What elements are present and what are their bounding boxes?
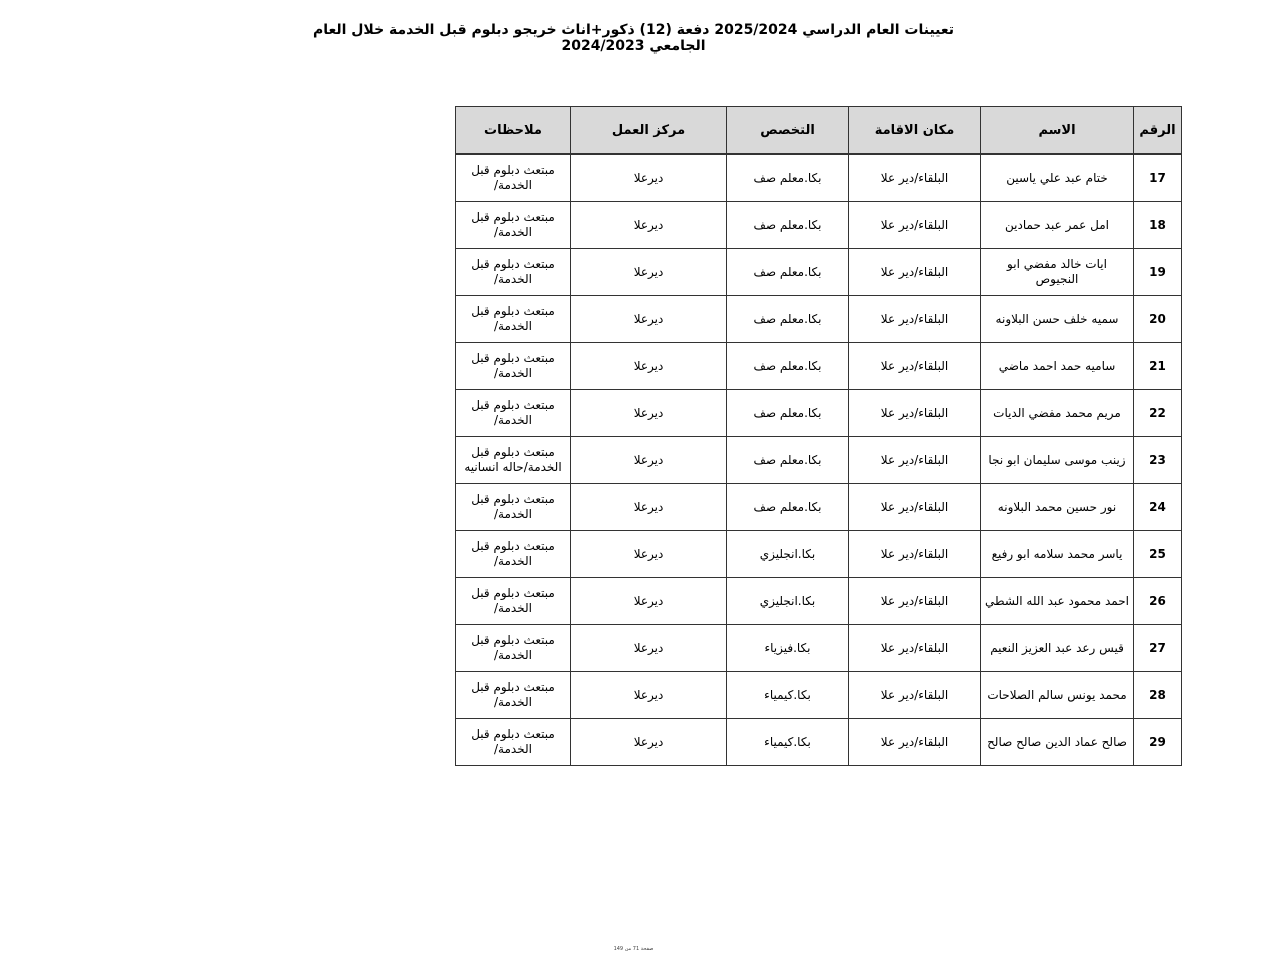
cell-residence: البلقاء/دير علا [849, 578, 981, 625]
table-row [456, 437, 1182, 484]
cell-work-center: ديرعلا [571, 672, 727, 719]
cell-specialty: بكا.معلم صف [727, 343, 849, 390]
cell-residence: البلقاء/دير علا [849, 484, 981, 531]
table-row [456, 578, 1182, 625]
cell-notes: مبتعث دبلوم قبل الخدمة/ [456, 719, 571, 766]
cell-number: 17 [1134, 154, 1182, 202]
cell-residence: البلقاء/دير علا [849, 296, 981, 343]
cell-residence: البلقاء/دير علا [849, 249, 981, 296]
cell-residence: البلقاء/دير علا [849, 202, 981, 249]
table-row [456, 531, 1182, 578]
header-row [456, 107, 1182, 155]
page-number: صفحة 71 من 149 [613, 946, 654, 952]
cell-specialty: بكا.معلم صف [727, 390, 849, 437]
cell-name: سميه خلف حسن البلاونه [981, 296, 1134, 343]
cell-name: نور حسين محمد البلاونه [981, 484, 1134, 531]
cell-notes: مبتعث دبلوم قبل الخدمة/ [456, 249, 571, 296]
cell-specialty: بكا.معلم صف [727, 484, 849, 531]
cell-name: ساميه حمد احمد ماضي [981, 343, 1134, 390]
cell-specialty: بكا.معلم صف [727, 154, 849, 202]
cell-residence: البلقاء/دير علا [849, 672, 981, 719]
cell-number: 21 [1134, 343, 1182, 390]
cell-specialty: بكا.معلم صف [727, 202, 849, 249]
cell-work-center: ديرعلا [571, 531, 727, 578]
cell-specialty: بكا.انجليزي [727, 578, 849, 625]
cell-name: ايات خالد مفضي ابو النجيوص [981, 249, 1134, 296]
cell-name: مريم محمد مفضي الديات [981, 390, 1134, 437]
cell-number: 27 [1134, 625, 1182, 672]
cell-residence: البلقاء/دير علا [849, 154, 981, 202]
cell-number: 23 [1134, 437, 1182, 484]
cell-name: محمد يونس سالم الصلاحات [981, 672, 1134, 719]
cell-number: 26 [1134, 578, 1182, 625]
cell-number: 20 [1134, 296, 1182, 343]
cell-name: ختام عبد علي ياسين [981, 154, 1134, 202]
table-row [456, 154, 1182, 202]
cell-residence: البلقاء/دير علا [849, 625, 981, 672]
appointments-table [455, 106, 1182, 766]
cell-notes: مبتعث دبلوم قبل الخدمة/ [456, 531, 571, 578]
cell-name: ياسر محمد سلامه ابو رفيع [981, 531, 1134, 578]
cell-number: 22 [1134, 390, 1182, 437]
cell-name: امل عمر عبد حمادين [981, 202, 1134, 249]
cell-specialty: بكا.معلم صف [727, 296, 849, 343]
header-residence: مكان الاقامة [849, 107, 981, 155]
cell-name: زينب موسى سليمان ابو نجا [981, 437, 1134, 484]
table-row [456, 625, 1182, 672]
cell-number: 28 [1134, 672, 1182, 719]
cell-number: 19 [1134, 249, 1182, 296]
table-row [456, 202, 1182, 249]
cell-number: 29 [1134, 719, 1182, 766]
page-title: تعيينات العام الدراسي 2025/2024 دفعة (12) ذكور+اناث خريجو دبلوم قبل الخدمة خلال العام الجامعي 2024/2023 [312, 22, 955, 54]
cell-specialty: بكا.فيزياء [727, 625, 849, 672]
cell-work-center: ديرعلا [571, 296, 727, 343]
cell-specialty: بكا.كيمياء [727, 672, 849, 719]
table-row [456, 672, 1182, 719]
header-name: الاسم [981, 107, 1134, 155]
cell-notes: مبتعث دبلوم قبل الخدمة/ [456, 390, 571, 437]
table-row [456, 249, 1182, 296]
cell-notes: مبتعث دبلوم قبل الخدمة/ [456, 202, 571, 249]
cell-residence: البلقاء/دير علا [849, 343, 981, 390]
cell-work-center: ديرعلا [571, 484, 727, 531]
cell-number: 24 [1134, 484, 1182, 531]
cell-work-center: ديرعلا [571, 202, 727, 249]
cell-number: 25 [1134, 531, 1182, 578]
cell-specialty: بكا.كيمياء [727, 719, 849, 766]
cell-notes: مبتعث دبلوم قبل الخدمة/ [456, 672, 571, 719]
cell-residence: البلقاء/دير علا [849, 719, 981, 766]
cell-specialty: بكا.معلم صف [727, 437, 849, 484]
cell-work-center: ديرعلا [571, 578, 727, 625]
cell-notes: مبتعث دبلوم قبل الخدمة/ [456, 154, 571, 202]
cell-work-center: ديرعلا [571, 249, 727, 296]
cell-work-center: ديرعلا [571, 390, 727, 437]
cell-notes: مبتعث دبلوم قبل الخدمة/حاله انسانيه [456, 437, 571, 484]
cell-specialty: بكا.معلم صف [727, 249, 849, 296]
cell-work-center: ديرعلا [571, 343, 727, 390]
cell-name: احمد محمود عبد الله الشطي [981, 578, 1134, 625]
header-work-center: مركز العمل [571, 107, 727, 155]
cell-residence: البلقاء/دير علا [849, 531, 981, 578]
header-specialty: التخصص [727, 107, 849, 155]
cell-residence: البلقاء/دير علا [849, 390, 981, 437]
cell-notes: مبتعث دبلوم قبل الخدمة/ [456, 578, 571, 625]
cell-work-center: ديرعلا [571, 437, 727, 484]
cell-notes: مبتعث دبلوم قبل الخدمة/ [456, 484, 571, 531]
cell-notes: مبتعث دبلوم قبل الخدمة/ [456, 296, 571, 343]
header-notes: ملاحظات [456, 107, 571, 155]
table-row [456, 390, 1182, 437]
cell-name: صالح عماد الدين صالح صالح [981, 719, 1134, 766]
cell-work-center: ديرعلا [571, 154, 727, 202]
table-row [456, 484, 1182, 531]
table-row [456, 719, 1182, 766]
cell-number: 18 [1134, 202, 1182, 249]
cell-work-center: ديرعلا [571, 719, 727, 766]
header-number: الرقم [1134, 107, 1182, 155]
table-row [456, 343, 1182, 390]
cell-work-center: ديرعلا [571, 625, 727, 672]
cell-residence: البلقاء/دير علا [849, 437, 981, 484]
cell-name: قيس رعد عبد العزيز النعيم [981, 625, 1134, 672]
table-row [456, 296, 1182, 343]
cell-notes: مبتعث دبلوم قبل الخدمة/ [456, 343, 571, 390]
cell-specialty: بكا.انجليزي [727, 531, 849, 578]
cell-notes: مبتعث دبلوم قبل الخدمة/ [456, 625, 571, 672]
